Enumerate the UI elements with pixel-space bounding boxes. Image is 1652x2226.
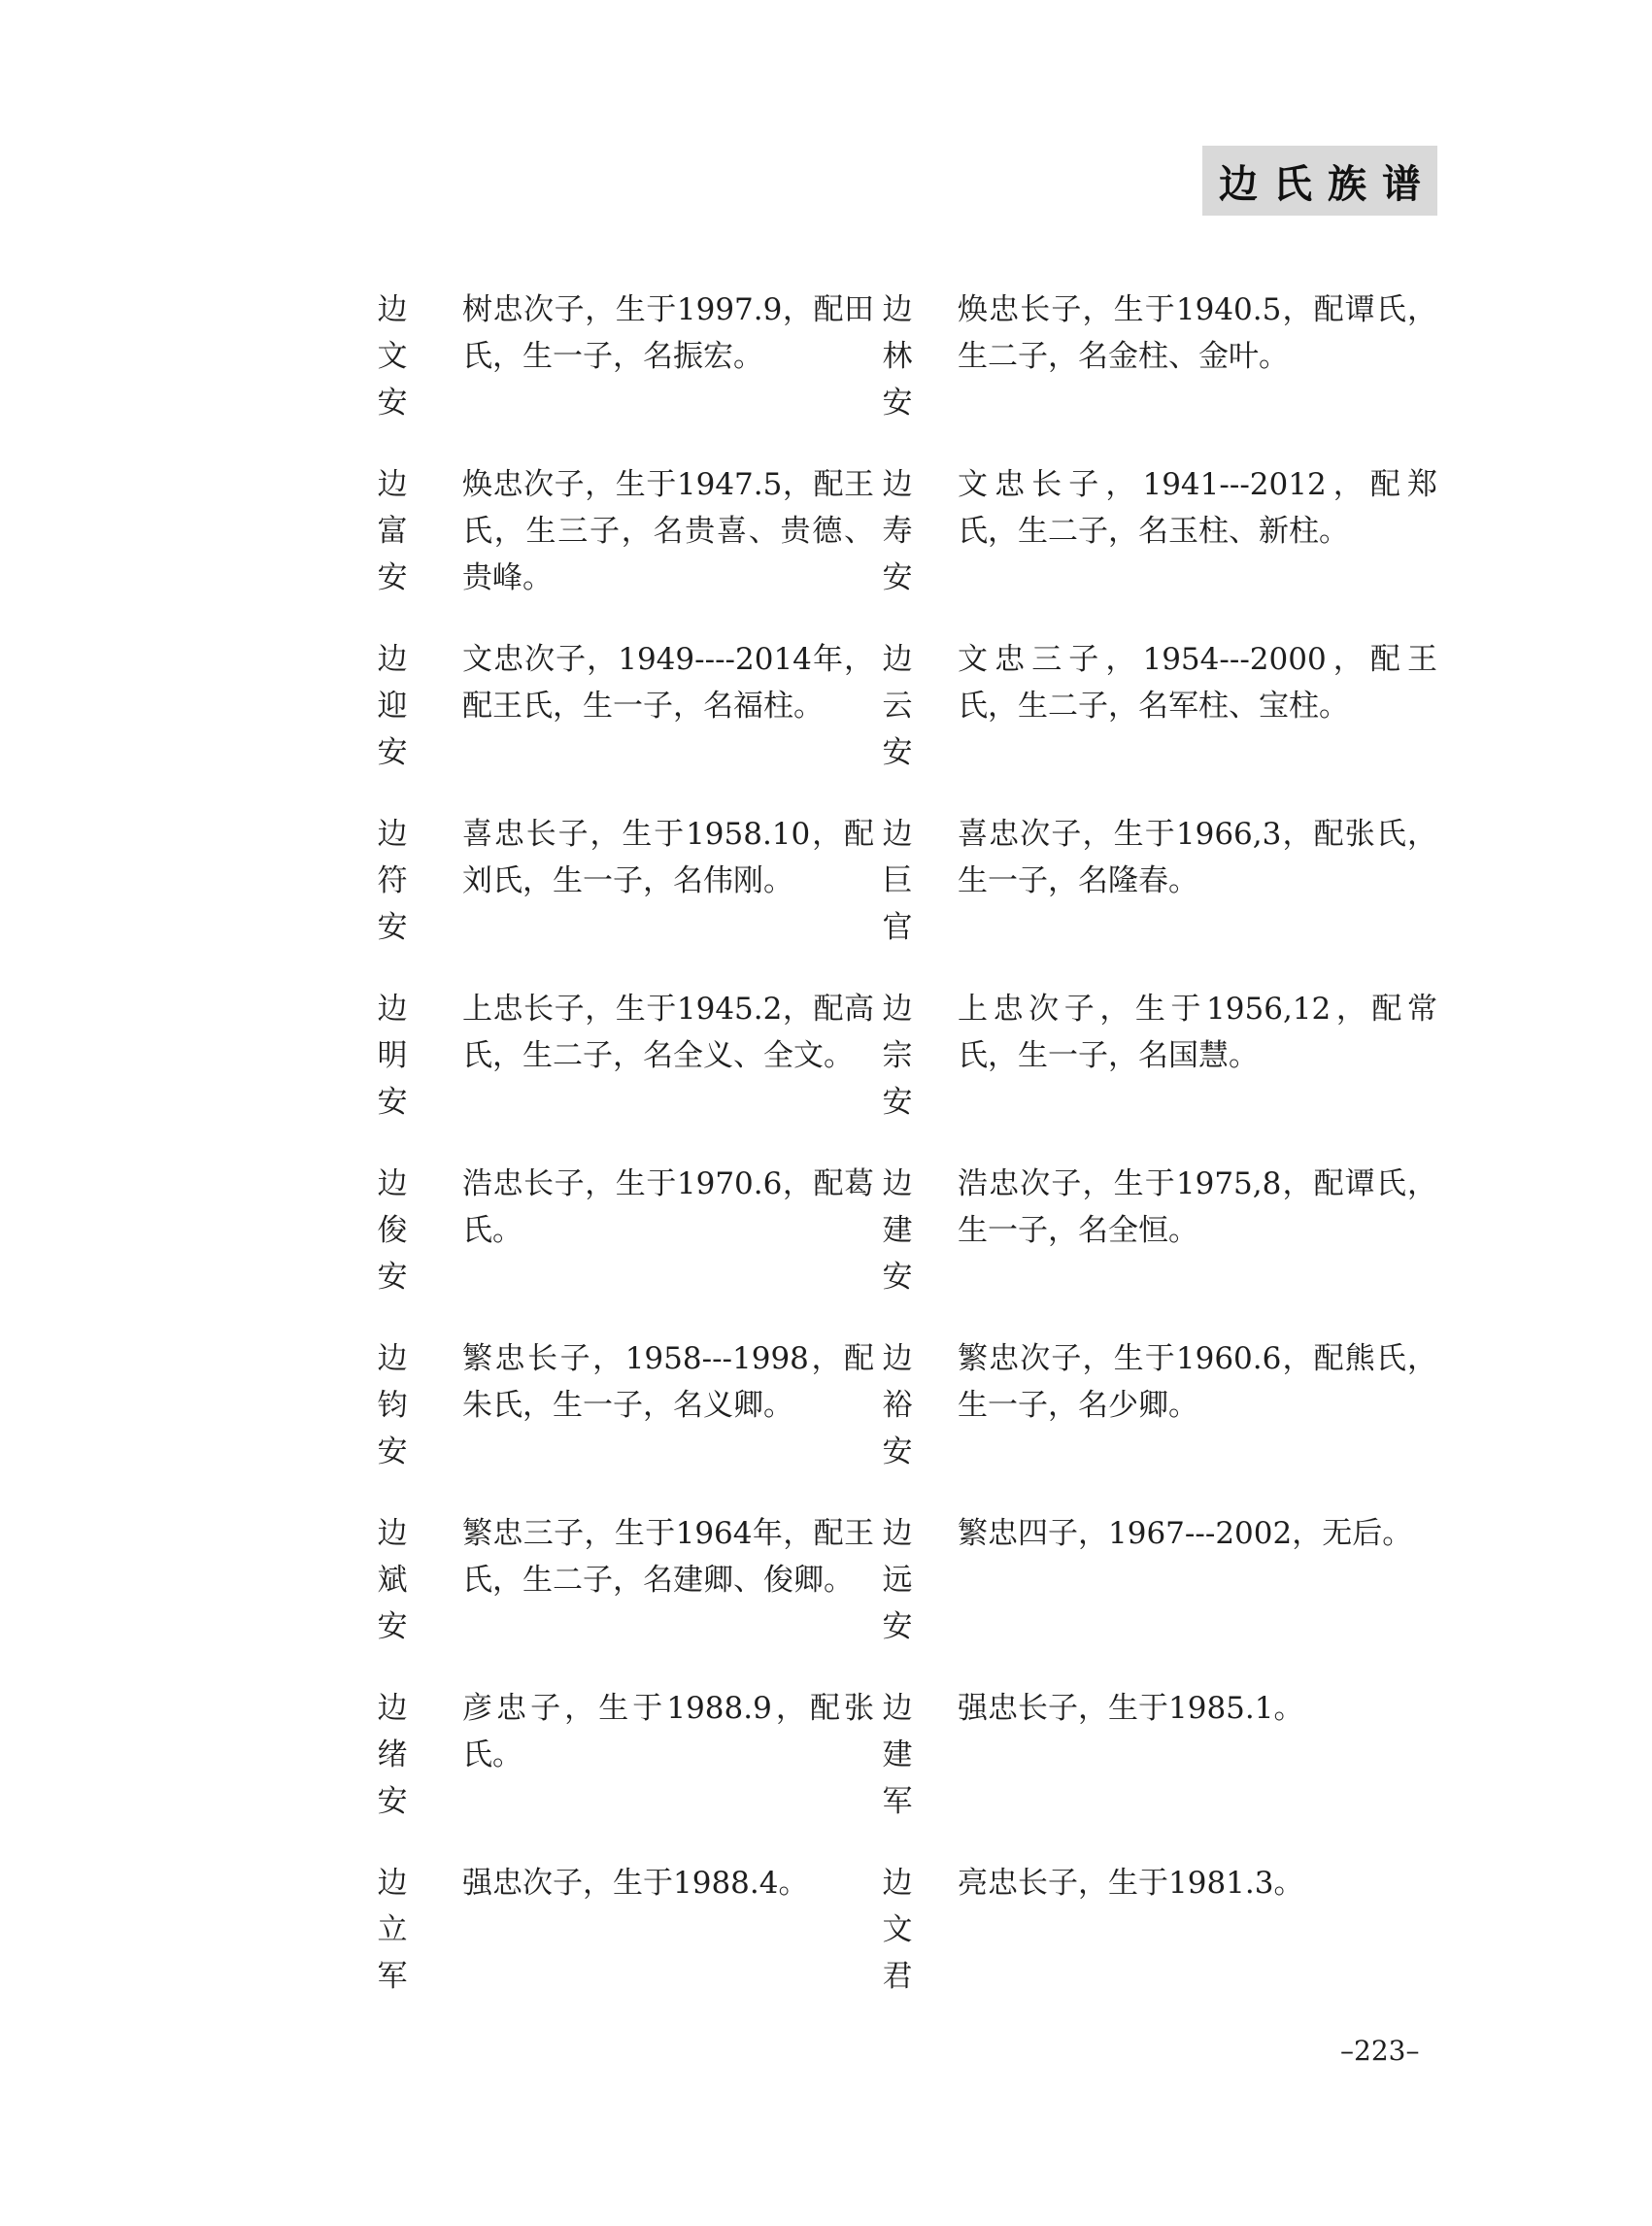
person-description: 上忠长子，生于1945.2，配高氏，生二子，名全义、全文。 xyxy=(462,992,874,1073)
person-name-char: 安 xyxy=(377,1609,408,1644)
person-name xyxy=(874,1685,958,1860)
person-name-char: 边 xyxy=(377,1166,408,1201)
person-name-char: 安 xyxy=(377,560,408,595)
genealogy-entry xyxy=(369,1685,874,1860)
person-name-char: 远 xyxy=(882,1563,913,1598)
genealogy-entry xyxy=(874,1685,1437,1860)
page-title: 边氏族谱 xyxy=(1219,161,1436,207)
genealogy-entry xyxy=(874,986,1437,1161)
person-name-char: 边 xyxy=(377,992,408,1027)
person-name xyxy=(874,1335,958,1510)
person-name-char: 安 xyxy=(377,1260,408,1295)
person-name-char: 钧 xyxy=(377,1388,408,1423)
person-name-char: 文 xyxy=(882,1912,913,1947)
person-description: 焕忠长子，生于1940.5，配谭氏，生二子，名金柱、金叶。 xyxy=(958,292,1437,374)
person-name xyxy=(874,287,958,461)
person-name-char: 安 xyxy=(882,1609,913,1644)
genealogy-entry xyxy=(874,1510,1437,1685)
person-description: 喜忠长子，生于1958.10，配刘氏，生一子，名伟刚。 xyxy=(462,817,874,898)
person-name-char: 边 xyxy=(377,467,408,502)
person-name xyxy=(369,461,462,636)
genealogy-entry xyxy=(369,811,874,986)
person-description: 浩忠长子，生于1970.6，配葛氏。 xyxy=(462,1166,874,1248)
person-description: 浩忠次子，生于1975,8，配谭氏，生一子，名全恒。 xyxy=(958,1166,1437,1248)
person-description: 文忠长子，1941---2012，配郑氏，生二子，名玉柱、新柱。 xyxy=(958,467,1437,549)
person-name-char: 富 xyxy=(377,514,408,549)
genealogy-entry xyxy=(874,811,1437,986)
person-name-char: 军 xyxy=(377,1959,408,1994)
person-name-char: 安 xyxy=(377,386,408,421)
genealogy-entry xyxy=(369,461,874,636)
person-name-char: 安 xyxy=(882,560,913,595)
header-badge xyxy=(1202,146,1437,216)
genealogy-entry xyxy=(369,986,874,1161)
person-name xyxy=(369,287,462,461)
person-description: 上忠次子，生于1956,12，配常氏，生一子，名国慧。 xyxy=(958,992,1437,1073)
person-description: 文忠三子，1954---2000，配王氏，生二子，名军柱、宝柱。 xyxy=(958,642,1437,724)
person-name-char: 明 xyxy=(377,1038,408,1073)
person-name-char: 边 xyxy=(882,1866,913,1901)
person-name-char: 安 xyxy=(377,1434,408,1469)
person-description: 彦忠子，生于1988.9，配张氏。 xyxy=(462,1691,874,1772)
person-name xyxy=(369,1510,462,1685)
genealogy-entry xyxy=(874,461,1437,636)
person-name-char: 安 xyxy=(882,735,913,770)
person-name-char: 官 xyxy=(882,910,913,945)
person-name-char: 裕 xyxy=(882,1388,913,1423)
person-name-char: 文 xyxy=(377,339,408,374)
genealogy-entry xyxy=(369,1161,874,1335)
person-name xyxy=(369,1161,462,1335)
genealogy-entry xyxy=(369,287,874,461)
person-name-char: 边 xyxy=(377,642,408,677)
person-name-char: 立 xyxy=(377,1912,408,1947)
person-name-char: 安 xyxy=(377,735,408,770)
genealogy-entries xyxy=(369,287,1437,2035)
person-description: 强忠长子，生于1985.1。 xyxy=(958,1691,1304,1726)
genealogy-entry xyxy=(369,636,874,811)
person-name-char: 安 xyxy=(882,1260,913,1295)
person-name-char: 边 xyxy=(882,467,913,502)
person-name xyxy=(874,986,958,1161)
person-name-char: 安 xyxy=(882,1434,913,1469)
person-name xyxy=(369,811,462,986)
person-description: 树忠次子，生于1997.9，配田氏，生一子，名振宏。 xyxy=(462,292,874,374)
genealogy-entry xyxy=(874,1335,1437,1510)
person-name xyxy=(874,636,958,811)
person-name-char: 巨 xyxy=(882,863,913,898)
person-description: 繁忠长子，1958---1998，配朱氏，生一子，名义卿。 xyxy=(462,1341,874,1423)
person-name-char: 边 xyxy=(882,992,913,1027)
person-description: 繁忠三子，生于1964年，配王氏，生二子，名建卿、俊卿。 xyxy=(462,1516,874,1598)
person-name-char: 边 xyxy=(377,1516,408,1551)
person-name-char: 俊 xyxy=(377,1213,408,1248)
person-name-char: 边 xyxy=(377,1691,408,1726)
genealogy-entry xyxy=(874,1161,1437,1335)
person-name-char: 边 xyxy=(377,1341,408,1376)
person-name-char: 边 xyxy=(882,1341,913,1376)
person-name-char: 安 xyxy=(377,1085,408,1120)
person-description: 文忠次子，1949----2014年，配王氏，生一子，名福柱。 xyxy=(462,642,874,724)
person-name-char: 君 xyxy=(882,1959,913,1994)
person-name-char: 边 xyxy=(882,817,913,852)
person-name-char: 安 xyxy=(882,386,913,421)
person-name xyxy=(874,1860,958,2035)
person-name-char: 安 xyxy=(377,1784,408,1819)
person-description: 喜忠次子，生于1966,3，配张氏，生一子，名隆春。 xyxy=(958,817,1437,898)
person-name xyxy=(874,461,958,636)
person-name-char: 边 xyxy=(882,1166,913,1201)
person-name-char: 宗 xyxy=(882,1038,913,1073)
person-description: 繁忠次子，生于1960.6，配熊氏，生一子，名少卿。 xyxy=(958,1341,1437,1423)
person-name xyxy=(369,1860,462,2035)
genealogy-entry xyxy=(874,287,1437,461)
person-name-char: 云 xyxy=(882,689,913,724)
person-name-char: 边 xyxy=(377,817,408,852)
person-name xyxy=(874,1510,958,1685)
person-name xyxy=(874,811,958,986)
person-name-char: 建 xyxy=(882,1737,913,1772)
person-name-char: 绪 xyxy=(377,1737,408,1772)
person-name-char: 符 xyxy=(377,863,408,898)
page-number: –223– xyxy=(1340,2035,1420,2067)
person-name-char: 边 xyxy=(882,1516,913,1551)
person-name-char: 边 xyxy=(882,1691,913,1726)
person-name xyxy=(874,1161,958,1335)
person-name-char: 寿 xyxy=(882,514,913,549)
genealogy-entry xyxy=(369,1860,874,2035)
person-name-char: 军 xyxy=(882,1784,913,1819)
person-name-char: 安 xyxy=(377,910,408,945)
genealogy-entry xyxy=(874,1860,1437,2035)
person-name xyxy=(369,986,462,1161)
person-name xyxy=(369,636,462,811)
person-name-char: 边 xyxy=(882,292,913,327)
person-name-char: 边 xyxy=(377,1866,408,1901)
person-description: 亮忠长子，生于1981.3。 xyxy=(958,1866,1304,1901)
genealogy-entry xyxy=(874,636,1437,811)
person-name-char: 建 xyxy=(882,1213,913,1248)
person-name-char: 安 xyxy=(882,1085,913,1120)
person-name-char: 林 xyxy=(882,339,913,374)
person-description: 繁忠四子，1967---2002，无后。 xyxy=(958,1516,1413,1551)
person-description: 焕忠次子，生于1947.5，配王氏，生三子，名贵喜、贵德、贵峰。 xyxy=(462,467,874,595)
person-name xyxy=(369,1685,462,1860)
person-name-char: 边 xyxy=(882,642,913,677)
person-name-char: 边 xyxy=(377,292,408,327)
person-description: 强忠次子，生于1988.4。 xyxy=(462,1866,809,1901)
person-name xyxy=(369,1335,462,1510)
genealogy-entry xyxy=(369,1335,874,1510)
person-name-char: 斌 xyxy=(377,1563,408,1598)
genealogy-entry xyxy=(369,1510,874,1685)
person-name-char: 迎 xyxy=(377,689,408,724)
